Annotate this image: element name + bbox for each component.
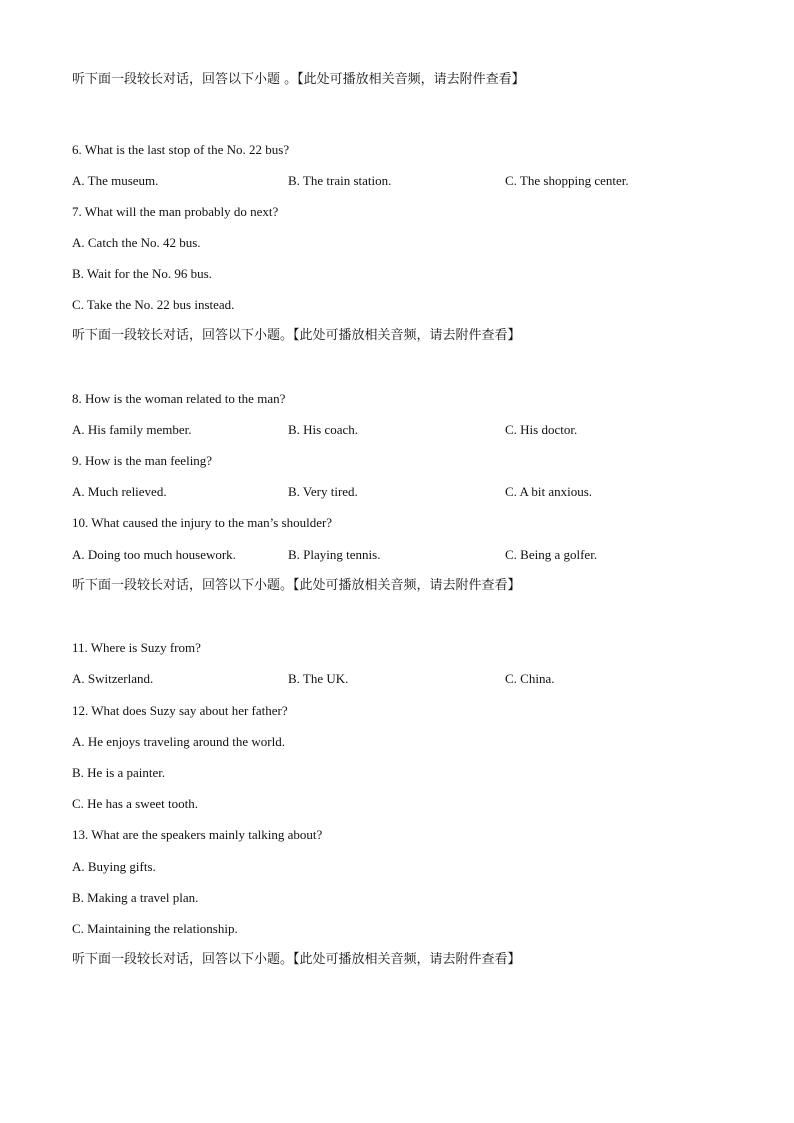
option-c[interactable]: C. His doctor. xyxy=(505,422,578,437)
option-a[interactable]: A. He enjoys traveling around the world. xyxy=(72,734,286,749)
option-b[interactable]: B. The train station. xyxy=(288,173,392,188)
option-b[interactable]: B. Playing tennis. xyxy=(288,547,381,562)
option-b[interactable]: B. His coach. xyxy=(288,422,359,437)
option-a[interactable]: A. Much relieved. xyxy=(72,484,167,499)
option-c[interactable]: C. Take the No. 22 bus instead. xyxy=(72,297,235,312)
option-b[interactable]: B. Very tired. xyxy=(288,484,358,499)
option-a[interactable]: A. Switzerland. xyxy=(72,671,154,686)
option-c[interactable]: C. Maintaining the relationship. xyxy=(72,921,238,936)
option-a[interactable]: A. Doing too much housework. xyxy=(72,547,236,562)
option-a[interactable]: A. The museum. xyxy=(72,173,159,188)
option-c[interactable]: C. Being a golfer. xyxy=(505,547,598,562)
option-b[interactable]: B. The UK. xyxy=(288,671,349,686)
question-9: 9. How is the man feeling? xyxy=(72,453,213,468)
question-10: 10. What caused the injury to the man’s shoulder? xyxy=(72,515,333,530)
instruction-3: 听下面一段较长对话，回答以下小题。【此处可播放相关音频，请去附件查看】 xyxy=(72,578,521,593)
options-row xyxy=(72,484,752,500)
option-b[interactable]: B. Making a travel plan. xyxy=(72,890,199,905)
option-a[interactable]: A. Catch the No. 42 bus. xyxy=(72,235,201,250)
option-a[interactable]: A. Buying gifts. xyxy=(72,859,156,874)
options-row xyxy=(72,173,752,189)
question-7: 7. What will the man probably do next? xyxy=(72,204,279,219)
options-row xyxy=(72,671,752,687)
option-a[interactable]: A. His family member. xyxy=(72,422,192,437)
question-8: 8. How is the woman related to the man? xyxy=(72,391,286,406)
options-row xyxy=(72,547,752,563)
instruction-2: 听下面一段较长对话，回答以下小题。【此处可播放相关音频，请去附件查看】 xyxy=(72,328,521,343)
option-c[interactable]: C. The shopping center. xyxy=(505,173,629,188)
instruction-1: 听下面一段较长对话，回答以下小题 。【此处可播放相关音频，请去附件查看】 xyxy=(72,72,525,87)
instruction-4: 听下面一段较长对话，回答以下小题。【此处可播放相关音频，请去附件查看】 xyxy=(72,952,521,967)
option-b[interactable]: B. Wait for the No. 96 bus. xyxy=(72,266,212,281)
question-11: 11. Where is Suzy from? xyxy=(72,640,201,655)
question-13: 13. What are the speakers mainly talking about? xyxy=(72,827,323,842)
question-12: 12. What does Suzy say about her father? xyxy=(72,703,288,718)
option-c[interactable]: C. He has a sweet tooth. xyxy=(72,796,199,811)
question-6: 6. What is the last stop of the No. 22 bus? xyxy=(72,142,290,157)
option-c[interactable]: C. A bit anxious. xyxy=(505,484,593,499)
options-row xyxy=(72,422,752,438)
option-b[interactable]: B. He is a painter. xyxy=(72,765,166,780)
option-c[interactable]: C. China. xyxy=(505,671,555,686)
